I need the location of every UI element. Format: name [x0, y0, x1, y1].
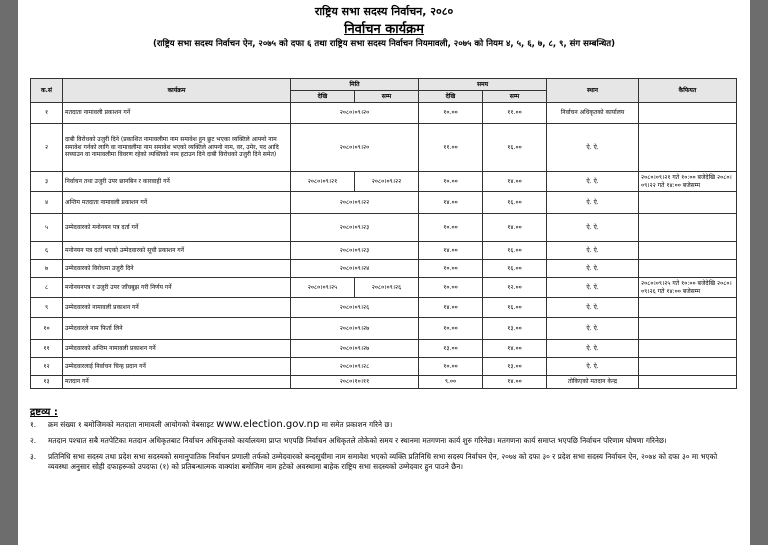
note-text-pre: क्रम संख्या १ बमोजिमको मतदाता नामावली आयोगको वेबसाइट [48, 420, 214, 429]
row-sn: १२ [31, 358, 63, 376]
website-link[interactable]: www.election.gov.np [216, 419, 320, 430]
table-row [31, 172, 737, 192]
row-remarks: २०८०।०९।२५ गते १०:०० बजेदेखि २०८०।०९।२६ गते १४:०० बजेसम्म [639, 278, 737, 298]
row-place: ऐ. ऐ. [547, 242, 639, 260]
row-time-from: १०.०० [419, 214, 483, 242]
notes-heading: द्रष्टव्य : [30, 407, 58, 418]
table-row [31, 242, 737, 260]
row-program: उम्मेदवारको मनोनयन पत्र दर्ता गर्ने [63, 214, 291, 242]
row-time-to: १६.०० [483, 124, 547, 172]
row-place: ऐ. ऐ. [547, 260, 639, 278]
row-program: उम्मेदवारले नाम फिर्ता लिने [63, 318, 291, 340]
row-sn: ८ [31, 278, 63, 298]
row-sn: ३ [31, 172, 63, 192]
table-row [31, 340, 737, 358]
row-remarks [639, 376, 737, 389]
header-sn: क.सं [31, 79, 63, 103]
row-time-to: १४.०० [483, 172, 547, 192]
note-item [30, 436, 736, 446]
notes-section [30, 408, 736, 478]
row-program: दाबी विरोधको उजुरी दिने (प्रकाशित नामावलीमा नाम समावेश हुन छुट भएका व्यक्तिले आफ्नो नाम समावेश गर्नको लागि वा नामावलीमा नाम समावेश भएको व्यक्तिले आफ्नो नाम, वर, उमेर, पद आदि सच्याउन वा नामावलीमा विवरण रहेको व्यक्तिको नाम हटाउन दिने दाबी विरोधको उजुरी दिने समेत) [63, 124, 291, 172]
schedule-title: निर्वाचन कार्यक्रम [344, 22, 424, 37]
row-date: २०८०।०९।२४ [291, 260, 419, 278]
note-text [48, 420, 736, 430]
row-date: २०८०।०९।२० [291, 124, 419, 172]
table-row [31, 260, 737, 278]
header-time-from: देखि [419, 91, 483, 103]
legal-reference: (राष्ट्रिय सभा सदस्य निर्वाचन ऐन, २०७५ को दफा ६ तथा राष्ट्रिय सभा सदस्य निर्वाचन नियमावली, २०७५ को नियम ४, ५, ६, ७, ८, ९, संग सम्बन्धित) [152, 39, 616, 49]
row-place: ऐ. ऐ. [547, 172, 639, 192]
table-row [31, 124, 737, 172]
note-number: २. [30, 436, 37, 445]
row-place: ऐ. ऐ. [547, 214, 639, 242]
row-program: मतदान गर्ने [63, 376, 291, 389]
row-program: उम्मेदवारको विरोधमा उजुरी दिने [63, 260, 291, 278]
header-place: स्थान [547, 79, 639, 103]
row-sn: ६ [31, 242, 63, 260]
row-date-from: २०८०।०९।२१ [291, 172, 355, 192]
row-sn: ९ [31, 298, 63, 318]
row-time-from: १०.०० [419, 260, 483, 278]
header-remarks: कैफियत [639, 79, 737, 103]
note-text: प्रतिनिधि सभा सदस्य तथा प्रदेश सभा सदस्यको समानुपातिक निर्वाचन प्रणाली तर्फको उम्मेदवारको बन्दसूचीमा नाम समावेश भएको व्यक्ति प्रतिनिधि सभा सदस्य निर्वाचन ऐन, २०७४ को दफा ३० र प्रदेश सभा सदस्य निर्वाचन ऐन, २०७४ को दफा ३० मा भएको व्यवस्था अनुसार सोही दफाहरूको उपदफा (१) को प्रतिबन्धात्मक वाक्यांश बमोजिम नाम हटेको अवस्थामा बाहेक राष्ट्रिय सभा सदस्यको उम्मेदवार हुन पाउने छैन। [48, 452, 718, 471]
row-date-from: २०८०।०९।२५ [291, 278, 355, 298]
row-date: २०८०।०९।२८ [291, 358, 419, 376]
row-time-to: १६.०० [483, 242, 547, 260]
row-place: ऐ. ऐ. [547, 298, 639, 318]
document-page [18, 0, 750, 545]
row-date: २०८०।०९।२३ [291, 242, 419, 260]
row-time-from: १४.०० [419, 192, 483, 214]
row-place: ऐ. ऐ. [547, 318, 639, 340]
row-time-from: १४.०० [419, 298, 483, 318]
row-date: २०८०।०९।२७ [291, 340, 419, 358]
note-number: ३. [30, 452, 37, 461]
row-time-to: १६.०० [483, 260, 547, 278]
row-time-from: ११.०० [419, 124, 483, 172]
row-sn: १ [31, 103, 63, 124]
note-number: १. [30, 420, 37, 429]
table-row [31, 298, 737, 318]
row-time-to: १६.०० [483, 192, 547, 214]
row-time-to: १४.०० [483, 214, 547, 242]
row-sn: ७ [31, 260, 63, 278]
row-time-to: १४.०० [483, 340, 547, 358]
row-place: ऐ. ऐ. [547, 124, 639, 172]
row-remarks [639, 358, 737, 376]
table-row [31, 103, 737, 124]
table-row [31, 278, 737, 298]
row-program: उम्मेदवारको नामावली प्रकाशन गर्ने [63, 298, 291, 318]
row-time-from: १०.०० [419, 278, 483, 298]
row-date: २०८०।०९।२३ [291, 214, 419, 242]
row-time-from: १०.०० [419, 318, 483, 340]
row-remarks [639, 242, 737, 260]
row-remarks [639, 260, 737, 278]
header-date: मिति [291, 79, 419, 91]
row-date-to: २०८०।०९।२६ [355, 278, 419, 298]
note-text: मतदान पश्चात सबै मतपेटिका मतदान अधिकृतबाट निर्वाचन अधिकृतको कार्यालयमा प्राप्त भएपछि निर्वाचन अधिकृतले तोकेको समय र स्थानमा मतगणना कार्य शुरु गरिनेछ। मतगणना कार्य समाप्त भएपछि निर्वाचन परिणाम घोषणा गरिनेछ। [48, 436, 667, 445]
row-program: उम्मेदवारको अन्तिम नामावली प्रकाशन गर्ने [63, 340, 291, 358]
row-time-to: १२.०० [483, 278, 547, 298]
row-remarks [639, 298, 737, 318]
table-row [31, 318, 737, 340]
election-title: राष्ट्रिय सभा सदस्य निर्वाचन, २०८० [314, 5, 454, 18]
row-time-from: ९.०० [419, 376, 483, 389]
table-row [31, 358, 737, 376]
row-date: २०८०।०९।२६ [291, 298, 419, 318]
row-time-from: १३.०० [419, 340, 483, 358]
header-program: कार्यक्रम [63, 79, 291, 103]
row-place: ऐ. ऐ. [547, 358, 639, 376]
row-time-from: १०.०० [419, 358, 483, 376]
note-text-post: मा समेत प्रकाशन गरिने छ। [321, 420, 393, 429]
row-date: २०८०।०९।२० [291, 103, 419, 124]
note-item [30, 452, 736, 472]
header-time: समय [419, 79, 547, 91]
row-sn: १३ [31, 376, 63, 389]
row-program: अन्तिम मतदाता नामावली प्रकाशन गर्ने [63, 192, 291, 214]
row-sn: ११ [31, 340, 63, 358]
table-row [31, 376, 737, 389]
row-time-to: ११.०० [483, 103, 547, 124]
row-place: ऐ. ऐ. [547, 340, 639, 358]
row-place: ऐ. ऐ. [547, 278, 639, 298]
row-place: ऐ. ऐ. [547, 192, 639, 214]
row-place: तोकिएको मतदान केन्द्र [547, 376, 639, 389]
row-date-to: २०८०।०९।२२ [355, 172, 419, 192]
row-sn: २ [31, 124, 63, 172]
row-remarks [639, 214, 737, 242]
row-program: निर्वाचन तथा उजुरी उपर छानबिन र कारवाही गर्ने [63, 172, 291, 192]
row-date: २०८०।०९।२२ [291, 192, 419, 214]
row-time-from: १०.०० [419, 172, 483, 192]
header-date-from: देखि [291, 91, 355, 103]
row-time-to: १३.०० [483, 358, 547, 376]
row-remarks [639, 124, 737, 172]
table-row [31, 192, 737, 214]
row-sn: ४ [31, 192, 63, 214]
row-time-to: १३.०० [483, 318, 547, 340]
row-remarks: २०८०।०९।२१ गते १०:०० बजेदेखि २०८०।०९।२२ गते १४:०० बजेसम्म [639, 172, 737, 192]
row-sn: १० [31, 318, 63, 340]
row-place: निर्वाचन अधिकृतको कार्यालय [547, 103, 639, 124]
header-date-to: सम्म [355, 91, 419, 103]
row-sn: ५ [31, 214, 63, 242]
row-program: मतदाता नामावली प्रकाशन गर्ने [63, 103, 291, 124]
row-program: मनोनयनपत्र र उजुरी उपर जाँचबुझ गरी निर्णय गर्ने [63, 278, 291, 298]
row-time-from: १४.०० [419, 242, 483, 260]
row-remarks [639, 103, 737, 124]
row-date: २०८०।१०।११ [291, 376, 419, 389]
row-remarks [639, 192, 737, 214]
row-time-to: १६.०० [483, 298, 547, 318]
row-remarks [639, 340, 737, 358]
row-time-to: १४.०० [483, 376, 547, 389]
row-program: उम्मेदवारलाई निर्वाचन चिन्ह प्रदान गर्ने [63, 358, 291, 376]
row-date: २०८०।०९।२७ [291, 318, 419, 340]
row-time-from: १०.०० [419, 103, 483, 124]
header-time-to: सम्म [483, 91, 547, 103]
table-row [31, 214, 737, 242]
row-remarks [639, 318, 737, 340]
schedule-table [30, 78, 737, 389]
note-item [30, 420, 736, 430]
row-program: मनोनयन पत्र दर्ता भएको उम्मेदवारको सूची प्रकाशन गर्ने [63, 242, 291, 260]
